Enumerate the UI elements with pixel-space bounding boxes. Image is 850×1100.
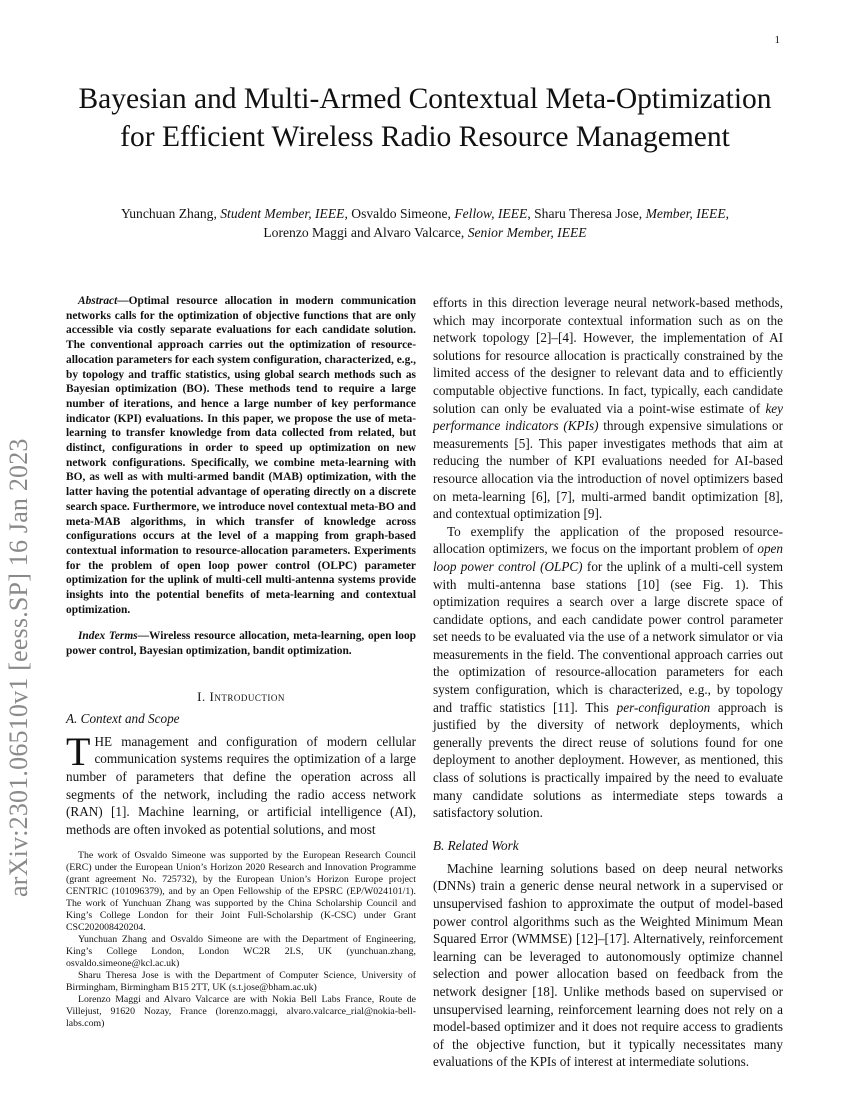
text-run: through expensive simulations or measurements [5]. This paper investigates methods that aim at reducing the number of KPI evaluations needed for AI-based resource allocation via the introduction of novel optimizers based on meta-learning [6], [7], multi-armed bandit optimization [8], and contextual optimization [9]. <box>433 418 783 522</box>
text-run: To exemplify the application of the proposed resource-allocation optimizers, we focus on the important problem of <box>433 523 783 557</box>
author-role: Senior Member, IEEE <box>467 225 587 240</box>
paragraph-related-work: Machine learning solutions based on deep neural networks (DNNs) train a generic dense neural network in a supervised or unsupervised fashion to approximate the output of model-based power control algorithms such as the Weighted Minimum Mean Squared Error (WMMSE) [12]–[17]. Alternatively, reinforcement learning can be leveraged to autonomously optimize channel selection and power allocation based on feedback from the network designer [18]. Unlike methods based on supervised or unsupervised learning, reinforcement learning does not rely on a model-based optimizer and it does not require access to gradients of the objective function, but it typically necessitates many evaluations of the KPIs of interest at intermediate solutions. <box>433 860 783 1070</box>
author-role: Student Member, IEEE <box>220 206 345 221</box>
author-role: Member, IEEE <box>645 206 726 221</box>
subsection-heading: B. Related Work <box>433 837 519 853</box>
index-terms-text: —Wireless resource allocation, meta-learning, open loop power control, Bayesian optimization, bandit optimization. <box>66 630 417 658</box>
emphasis: open loop power control (OLPC) <box>433 541 783 574</box>
arxiv-id: arXiv:2301.06510v1 [eess.SP] 16 Jan 2023 <box>4 438 33 897</box>
text-run: approach is justified by the diversity of network deployments, which generally prevents the direct reuse of solutions found for one deployment to another deployment. However, as mentioned, this class of solutions is practically impaired by the need to evaluate many candidate solutions as intermediate steps towards a satisfactory solution. <box>433 699 784 821</box>
author-role: Fellow, IEEE <box>454 206 528 221</box>
paragraph-olpc <box>433 523 783 822</box>
index-terms <box>66 629 416 658</box>
left-column <box>66 294 416 838</box>
author-line-1 <box>60 204 790 223</box>
footnote: Sharu Theresa Jose is with the Department of Computer Science, University of Birmingham, Birmingham B15 2TT, UK (s.t.jose@bham.ac.uk) <box>66 970 416 993</box>
footnotes <box>66 850 416 1030</box>
arxiv-watermark <box>4 297 48 897</box>
abstract-label: Abstract <box>78 295 118 307</box>
author-list <box>60 204 790 242</box>
footnote: Lorenzo Maggi and Alvaro Valcarce are with Nokia Bell Labs France, Route de Villejust, 91620 Nozay, France (lorenzo.maggi, alvaro.valcarce_rial@nokia-bell-labs.com) <box>66 994 416 1029</box>
footnote: The work of Osvaldo Simeone was supported by the European Research Council (ERC) under the European Union’s Horizon 2020 Research and Innovation Programme (grant agreement No. 725732), by the European Union’s Horizon Europe project CENTRIC (101096379), and by an Open Fellowship of the EPSRC (EP/W024101/1). The work of Yunchuan Zhang was supported by the China Scholarship Council and King’s College London for their Joint Full-Scholarship (K-CSC) under Grant CSC202008420204. <box>66 850 416 933</box>
intro-text: HE management and configuration of modern cellular communication systems requires the optimization of a large number of parameters that define the operation across all segments of the network, including the radio access network (RAN) [1]. Machine learning, or artificial intelligence (AI), methods are often invoked as potential solutions, and most <box>66 733 416 837</box>
abstract-text: —Optimal resource allocation in modern communication networks calls for the optimization of objective functions that are only accessible via costly separate evaluations for each candidate solution. The conventional approach carries out the optimization of resource-allocation parameters for each system configuration, characterized, e.g., by topology and traffic statistics, using global search methods such as Bayesian optimization (BO). These methods tend to require a large number of iterations, and hence a large number of key performance indicator (KPI) evaluations. In this paper, we propose the use of meta-learning to transfer knowledge from data collected from related, but distinct, configurations in order to speed up optimization on new network configurations. Specifically, we combine meta-learning with BO, as well as with multi-armed bandit (MAB) optimization, with the latter having the potential advantage of operating directly on a discrete search space. Furthermore, we introduce novel contextual meta-BO and meta-MAB algorithms, in which transfer of knowledge across configurations occurs at the level of a mapping from graph-based contextual information to resource-allocation parameters. Experiments for the problem of open loop power control (OLPC) parameter optimization for the uplink of multi-cell multi-antenna systems provide insights into the potential benefits of meta-learning and contextual optimization. <box>66 295 416 616</box>
section-heading: I. Introduction <box>197 688 285 704</box>
subsection-heading: A. Context and Scope <box>66 710 180 726</box>
footnote: Yunchuan Zhang and Osvaldo Simeone are with the Department of Engineering, King’s College London, London WC2R 2LS, UK (yunchuan.zhang, osvaldo.simeone@kcl.ac.uk) <box>66 934 416 969</box>
text-run: efforts in this direction leverage neural network-based methods, which may incorporate contextual information such as on the network topology [2]–[4]. However, the implementation of AI solutions for resource allocation is practically constrained by the limited access of the designer to relevant data and to efficiently computable objective functions. In fact, typically, each candidate solution can only be evaluated via a point-wise estimate of <box>433 295 783 416</box>
emphasis: per-configuration <box>616 699 711 715</box>
author-line-2 <box>60 223 790 242</box>
index-terms-label: Index Terms <box>78 630 138 643</box>
paper-title: Bayesian and Multi-Armed Contextual Meta-Optimization for Efficient Wireless Radio Resource Management <box>78 83 772 153</box>
author-name: , Osvaldo Simeone, <box>344 206 455 221</box>
drop-cap: T <box>66 728 91 774</box>
author-name: , Sharu Theresa Jose, <box>527 206 646 221</box>
intro-paragraph <box>66 728 416 839</box>
right-column <box>433 294 783 1071</box>
author-name: Lorenzo Maggi and Alvaro Valcarce, <box>263 225 468 240</box>
paragraph-continued <box>433 294 783 523</box>
emphasis: key performance indicators (KPIs) <box>433 400 783 434</box>
author-separator: , <box>725 206 730 221</box>
page-number: 1 <box>774 34 780 46</box>
abstract <box>66 294 416 617</box>
author-name: Yunchuan Zhang, <box>120 206 221 221</box>
text-run: for the uplink of a multi-cell system with multi-antenna base stations [10] (see Fig. 1). This optimization requires a search over a large discrete space of candidate options, and each candidate power control parameter set needs to be evaluated via the use of a network simulator or via measurements in the field. The conventional approach carries out the optimization of resource-allocation parameters for each system configuration, which is characterized, e.g., by topology and traffic statistics [11]. This <box>433 558 783 715</box>
